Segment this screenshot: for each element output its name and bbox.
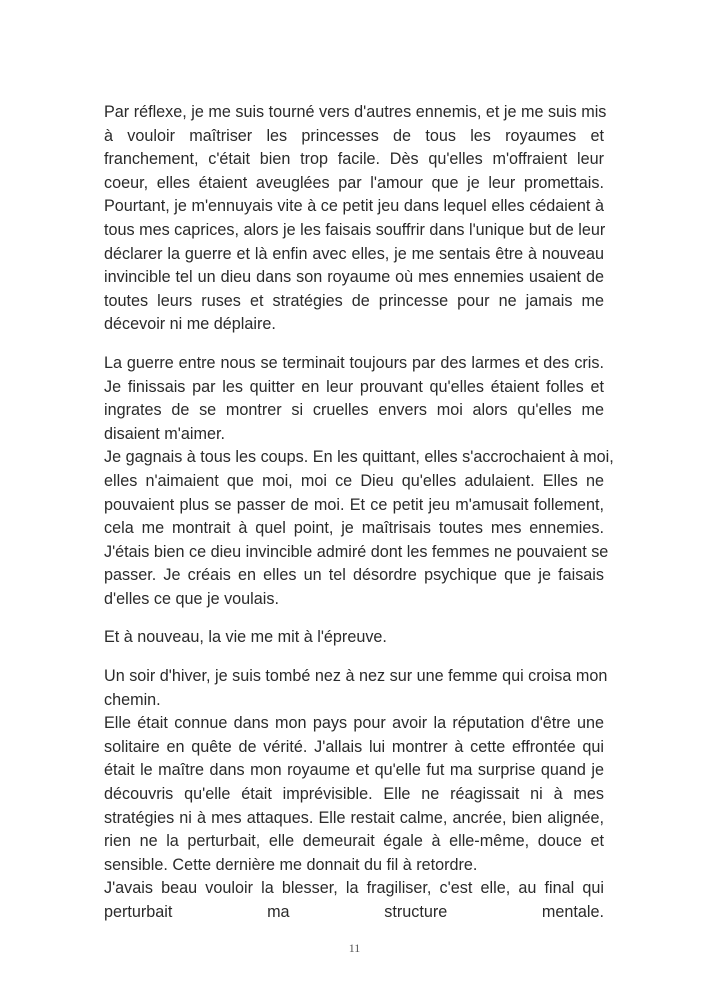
paragraph-4	[104, 665, 608, 925]
text-line: elles n'aimaient que moi, moi ce Dieu qu'elles adulaient. Elles ne	[104, 471, 604, 490]
text-line: franchement, c'était bien trop facile. Dès qu'elles m'offraient leur	[104, 150, 604, 169]
paragraph-2	[104, 352, 614, 612]
text-line: décevoir ni me déplaire.	[104, 315, 276, 334]
text-line: toutes leurs ruses et stratégies de princesse pour ne jamais me	[104, 291, 604, 310]
text-line: La guerre entre nous se terminait toujours par des larmes et des cris.	[104, 353, 604, 372]
text-line: disaient m'aimer.	[104, 424, 225, 443]
text-line: découvris qu'elle était imprévisible. Elle ne réagissait ni à mes	[104, 785, 604, 804]
text-line: passer. Je créais en elles un tel désordre psychique que je faisais	[104, 566, 604, 585]
text-line: d'elles ce que je voulais.	[104, 589, 279, 608]
text-line: était le maître dans mon royaume et qu'elle fut ma surprise quand je	[104, 761, 604, 780]
text-line: sensible. Cette dernière me donnait du fil à retordre.	[104, 855, 478, 874]
text-line: Un soir d'hiver, je suis tombé nez à nez sur une femme qui croisa mon	[104, 667, 608, 686]
text-line: déclarer la guerre et là enfin avec elles, je me sentais être à nouveau	[104, 244, 604, 263]
text-line: coeur, elles étaient aveuglées par l'amour que je leur promettais.	[104, 173, 604, 192]
text-line: Elle était connue dans mon pays pour avoir la réputation d'être une	[104, 714, 604, 733]
document-body	[104, 101, 614, 940]
text-line: invincible tel un dieu dans son royaume où mes ennemies usaient de	[104, 268, 604, 287]
text-line: solitaire en quête de vérité. J'allais lui montrer à cette effrontée qui	[104, 737, 604, 756]
text-line: Par réflexe, je me suis tourné vers d'autres ennemis, et je me suis mis	[104, 103, 607, 121]
text-line: Je gagnais à tous les coups. En les quittant, elles s'accrochaient à moi,	[104, 448, 614, 467]
text-line: perturbait ma structure mentale.	[104, 903, 604, 921]
page-number: 11	[348, 941, 361, 955]
text-line: à vouloir maîtriser les princesses de tous les royaumes et	[104, 126, 604, 145]
text-line: ingrates de se montrer si cruelles envers moi alors qu'elles me	[104, 401, 604, 420]
text-line: Je finissais par les quitter en leur prouvant qu'elles étaient folles et	[104, 377, 604, 396]
text-line: Et à nouveau, la vie me mit à l'épreuve.	[104, 628, 387, 647]
text-line: chemin.	[104, 690, 161, 709]
text-line: rien ne la perturbait, elle demeurait égale à elle-même, douce et	[104, 832, 604, 851]
paragraph-1	[104, 101, 607, 337]
text-line: J'avais beau vouloir la blesser, la fragiliser, c'est elle, au final qui	[104, 879, 604, 898]
text-line: Pourtant, je m'ennuyais vite à ce petit jeu dans lequel elles cédaient à	[104, 197, 604, 216]
text-line: cela me montrait à quel point, je maîtrisais toutes mes ennemies.	[104, 519, 604, 538]
text-line: stratégies ni à mes attaques. Elle restait calme, ancrée, bien alignée,	[104, 808, 604, 827]
paragraph-3	[104, 626, 604, 650]
text-line: J'étais bien ce dieu invincible admiré dont les femmes ne pouvaient se	[104, 542, 609, 561]
text-line: pouvaient plus se passer de moi. Et ce petit jeu m'amusait follement,	[104, 495, 604, 514]
text-line: tous mes caprices, alors je les faisais souffrir dans l'unique but de leur	[104, 220, 606, 239]
